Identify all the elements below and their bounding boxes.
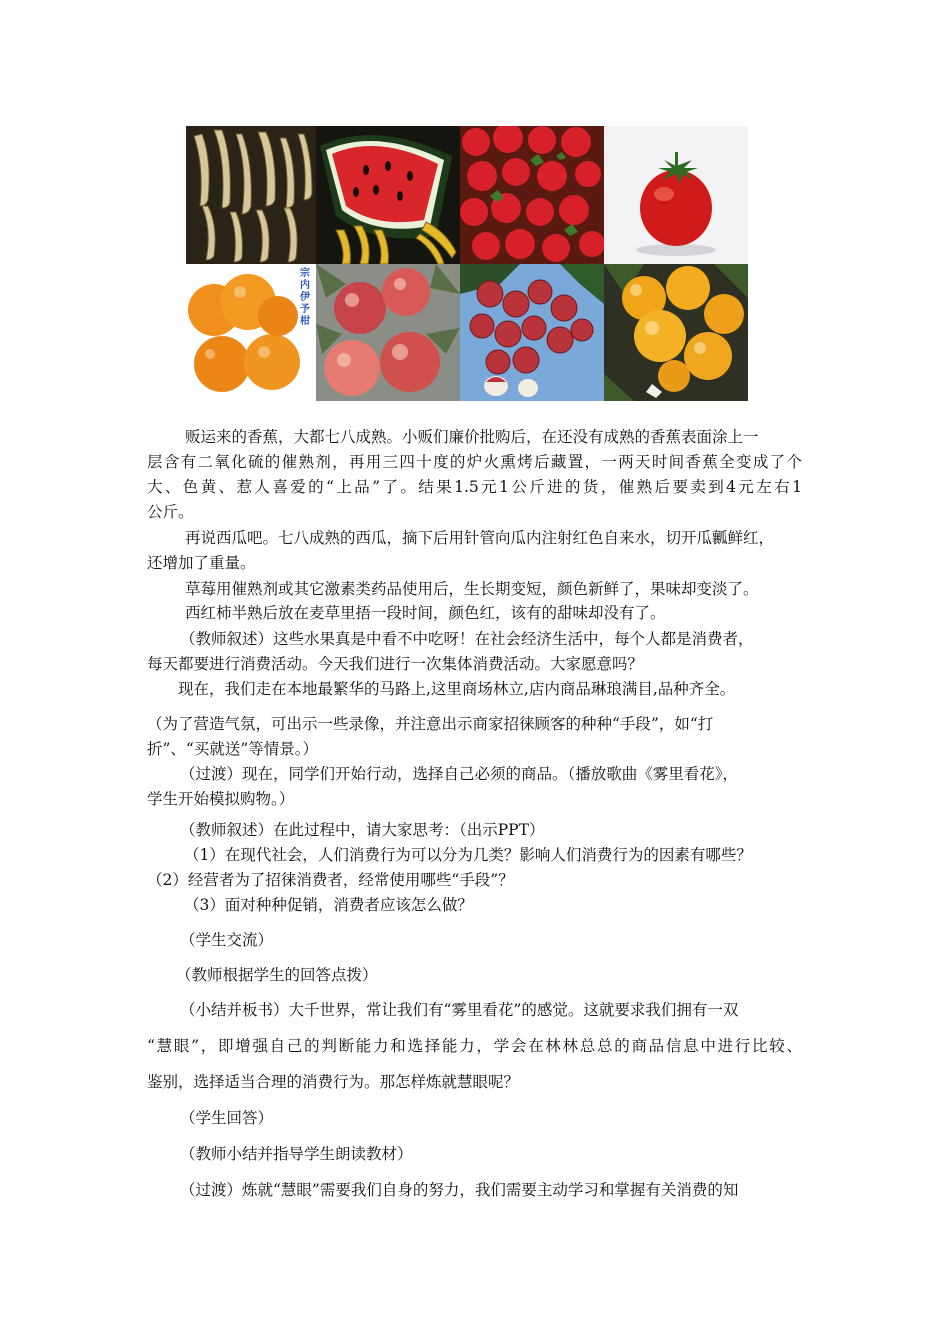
- paragraph-text: 贩运来的香蕉，大都七八成熟。小贩们廉价批购后，在还没有成熟的香蕉表面涂上一: [185, 428, 759, 446]
- apple-photo: [316, 264, 460, 401]
- paragraph-text: 每天都要进行消费活动。今天我们进行一次集体消费活动。大家愿意吗？: [147, 655, 644, 673]
- paragraph-text: （为了营造气氛，可出示一些录像，并注意出示商家招徕顾客的种种“手段”，如“打: [147, 715, 714, 733]
- paragraph-text: “慧眼”，即增强自己的判断能力和选择能力，学会在林林总总的商品信息中进行比较、: [147, 1037, 802, 1055]
- paragraph-text: 大、色黄、惹人喜爱的“上品”了。结果1.5元1公斤进的货，催熟后要卖到4元左右1: [147, 478, 802, 496]
- banana-photo: [186, 126, 316, 264]
- orange-photo: [186, 264, 316, 401]
- strawberry-photo: [460, 126, 604, 264]
- paragraph-text: 公斤。: [147, 503, 194, 521]
- paragraph-text: （教师叙述）这些水果真是中看不中吃呀！在社会经济生活中，每个人都是消费者，: [180, 630, 754, 648]
- paragraph-text: 层含有二氧化硫的催熟剂，再用三四十度的炉火熏烤后藏置，一两天时间香蕉全变成了个: [147, 453, 802, 471]
- paragraph-text: （过渡）炼就“慧眼”需要我们自身的努力，我们需要主动学习和掌握有关消费的知: [180, 1181, 739, 1199]
- paragraph-text: 草莓用催熟剂或其它激素类药品使用后，生长期变短，颜色新鲜了，果味却变淡了。: [185, 580, 759, 598]
- paragraph-text: 折”、“买就送”等情景。）: [147, 740, 319, 758]
- paragraph-text: （学生回答）: [180, 1109, 274, 1127]
- paragraph-text: （教师叙述）在此过程中，请大家思考：（出示PPT）: [180, 821, 545, 839]
- tomato-photo: [604, 126, 748, 264]
- paragraph-text: 现在，我们走在本地最繁华的马路上,这里商场林立,店内商品琳琅满目,品种齐全。: [178, 680, 736, 698]
- question-3: （3）面对种种促销，消费者应该怎么做？: [184, 896, 473, 914]
- paragraph-text: 鉴别，选择适当合理的消费行为。那怎样炼就慧眼呢？: [147, 1073, 520, 1091]
- paragraph-text: 还增加了重量。: [147, 554, 256, 572]
- paragraph-text: 再说西瓜吧。七八成熟的西瓜，摘下后用针管向瓜内注射红色自来水，切开瓜瓤鲜红，: [185, 529, 775, 547]
- paragraph-text: （小结并板书）大千世界，常让我们有“雾里看花”的感觉。这就要求我们拥有一双: [180, 1001, 739, 1019]
- paragraph-text: 学生开始模拟购物。）: [147, 790, 295, 808]
- paragraph-text: （教师根据学生的回答点拨）: [176, 966, 378, 984]
- question-1: （1）在现代社会，人们消费行为可以分为几类？影响人们消费行为的因素有哪些？: [184, 846, 752, 864]
- paragraph-text: （学生交流）: [180, 931, 274, 949]
- paragraph-text: （过渡）现在，同学们开始行动，选择自己必须的商品。（播放歌曲《雾里看花》，: [180, 765, 739, 783]
- watermelon-photo: [316, 126, 460, 264]
- fruit-photo-collage: [186, 126, 748, 401]
- question-2: （2）经营者为了招徕消费者，经常使用哪些“手段”？: [147, 871, 514, 889]
- paragraph-text: 西红柿半熟后放在麦草里捂一段时间，颜色红，该有的甜味却没有了。: [185, 604, 666, 622]
- pear-photo: [604, 264, 748, 401]
- orange-stamp-label: 宗内伊予柑: [300, 268, 310, 327]
- paragraph-text: （教师小结并指导学生朗读教材）: [180, 1145, 413, 1163]
- lychee-photo: [460, 264, 604, 401]
